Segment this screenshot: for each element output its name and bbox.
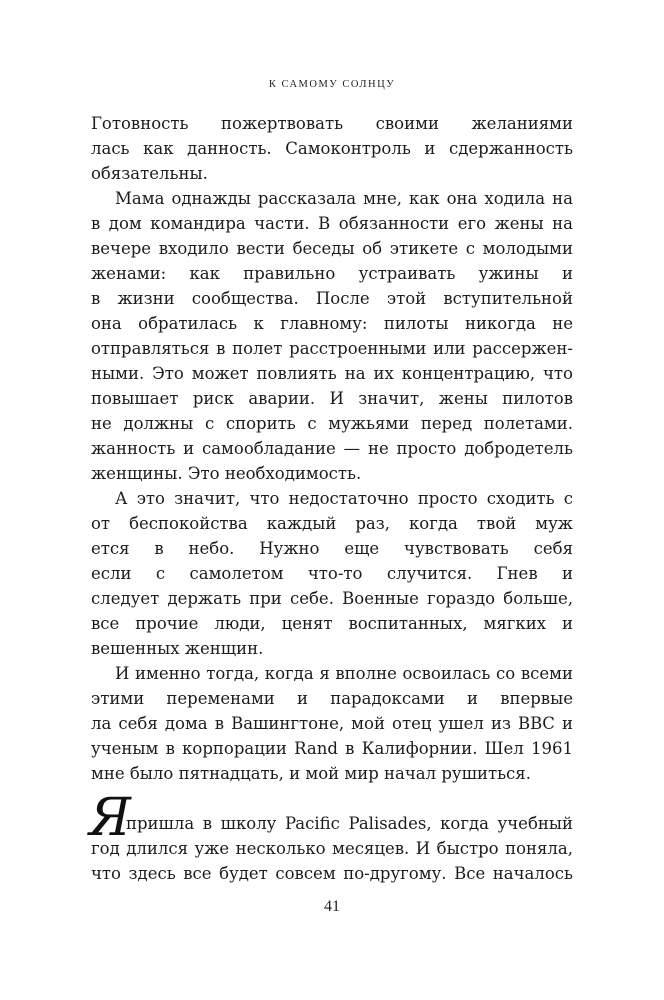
text-line: ученым в корпорации Rand в Калифорнии. Шел 1961 [91, 739, 573, 758]
text-line: в дом командира части. В обязанности его жены на [91, 214, 573, 233]
text-line: если с самолетом что-то случится. Гнев и [91, 564, 573, 583]
text-line: лась как данность. Самоконтроль и сдержанность [91, 139, 573, 158]
text-line: И именно тогда, когда я вполне освоилась со всеми [115, 664, 573, 683]
text-line: Мама однажды рассказала мне, как она ходила на [115, 189, 573, 208]
text-line: женщины. Это необходимость. [91, 464, 362, 483]
text-line: женами: как правильно устраивать ужины и [91, 264, 573, 283]
text-line: пришла в школу Pacific Palisades, когда учебный [126, 814, 573, 833]
text-line: ется в небо. Нужно еще чувствовать себя [91, 539, 573, 558]
text-line: она обратилась к главному: пилоты никогда не [91, 314, 573, 333]
text-line: мне было пятнадцать, и мой мир начал рушиться. [91, 764, 531, 783]
text-line: ла себя дома в Вашингтоне, мой отец ушел из ВВС и [91, 714, 573, 733]
text-line: этими переменами и парадоксами и впервые [91, 689, 573, 708]
text-line: ными. Это может повлиять на их концентрацию, что [91, 364, 573, 383]
text-line: следует держать при себе. Военные гораздо больше, [91, 589, 573, 608]
text-line: от беспокойства каждый раз, когда твой муж [91, 514, 573, 533]
text-line: что здесь все будет совсем по-другому. Все началось [91, 864, 573, 883]
text-line: повышает риск аварии. И значит, жены пилотов [91, 389, 573, 408]
text-line: жанность и самообладание — не просто добродетель [91, 439, 573, 458]
text-line: отправляться в полет расстроенными или рассержен- [91, 339, 573, 358]
text-line: обязательны. [91, 164, 208, 183]
text-line: все прочие люди, ценят воспитанных, мягких и [91, 614, 573, 633]
text-line: не должны с спорить с мужьями перед полетами. [91, 414, 573, 433]
page-number: 41 [324, 898, 340, 915]
text-line: Готовность пожертвовать своими желаниями [91, 114, 573, 133]
text-line: год длился уже несколько месяцев. И быстро поняла, [91, 839, 573, 858]
text-line: в жизни сообщества. После этой вступительной [91, 289, 573, 308]
text-line: вечере входило вести беседы об этикете с молодыми [91, 239, 573, 258]
running-head: К САМОМУ СОЛНЦУ [268, 79, 396, 90]
drop-cap: Я [89, 788, 131, 848]
text-line: А это значит, что недостаточно просто сходить с [115, 489, 573, 508]
text-line: вешенных женщин. [91, 639, 264, 658]
